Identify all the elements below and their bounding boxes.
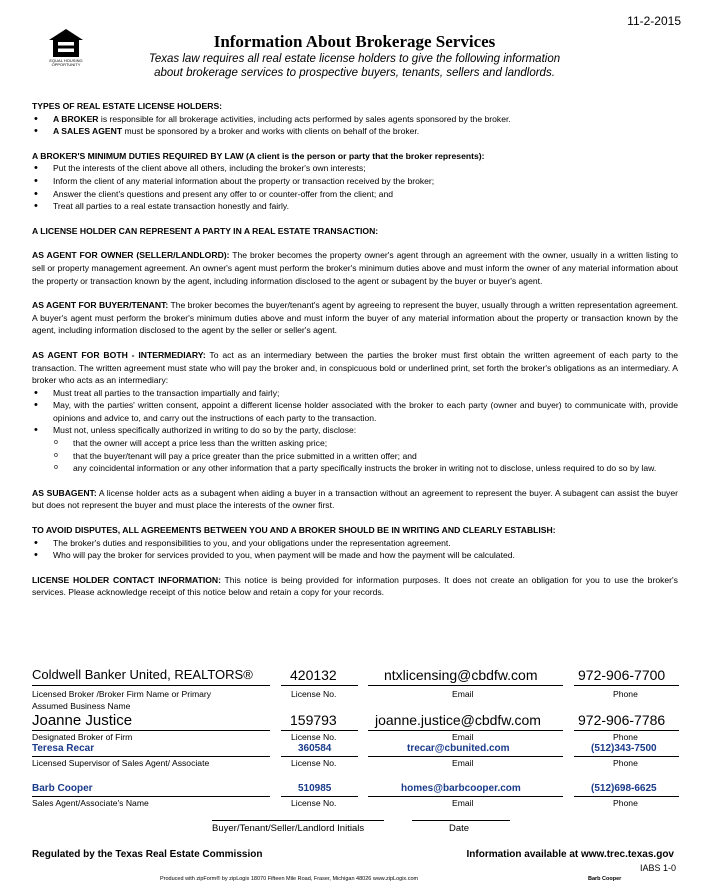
represent-heading: A LICENSE HOLDER CAN REPRESENT A PARTY IN A REAL ESTATE TRANSACTION: — [32, 225, 379, 236]
sales-agent-phone[interactable]: (512)698-6625 — [591, 783, 657, 794]
intermediary-heading: AS AGENT FOR BOTH - INTERMEDIARY: — [32, 349, 206, 360]
list-item: • Must treat all parties to the transaction impartially and fairly; — [32, 387, 678, 400]
subagent-heading: AS SUBAGENT: — [32, 487, 97, 498]
email-label: Email — [452, 758, 474, 768]
sales-agent-license[interactable]: 510985 — [298, 783, 332, 794]
phone-label: Phone — [613, 732, 638, 742]
phone-label: Phone — [613, 798, 638, 808]
document-body — [32, 100, 678, 599]
sales-agent-def: must be sponsored by a broker and works with clients on behalf of the broker. — [122, 126, 420, 137]
email-label: Email — [452, 798, 474, 808]
buyer-heading: AS AGENT FOR BUYER/TENANT: — [32, 300, 169, 311]
supervisor-phone[interactable]: (512)343-7500 — [591, 743, 657, 754]
supervisor-email[interactable]: trecar@cbunited.com — [407, 743, 510, 754]
duties-list — [32, 162, 678, 212]
page-subtitle — [0, 52, 709, 80]
form-id: IABS 1-0 — [639, 863, 676, 873]
designated-broker-label: Designated Broker of Firm — [32, 732, 133, 742]
broker-phone[interactable]: 972-906-7700 — [578, 667, 666, 683]
license-label: License No. — [291, 758, 337, 768]
disputes-heading: TO AVOID DISPUTES, ALL AGREEMENTS BETWEEN YOU AND A BROKER SHOULD BE IN WRITING AND CLEARLY ESTABLISH: — [32, 525, 556, 536]
logo-caption: EQUAL HOUSING OPPORTUNITY — [49, 58, 83, 67]
sales-agent-label: Sales Agent/Associate's Name — [32, 798, 149, 808]
intermediary-list — [32, 387, 678, 437]
contact-heading: LICENSE HOLDER CONTACT INFORMATION: — [32, 574, 221, 585]
buyer-text: The broker becomes the buyer/tenant's agent by agreeing to represent the buyer, usually through a written representation agreement. A buyer's agent must perform the broker's minimum duties above and must inform the buyer of any material information about the property or transaction known by the agent, including information disclosed to the agent by the seller or seller's agent. — [32, 300, 679, 336]
producer-line: Produced with zipForm® by zipLogix 18070 Fifteen Mile Road, Fraser, Michigan 48026 www.zipLogix.com — [160, 876, 419, 882]
duties-heading: A BROKER'S MINIMUM DUTIES REQUIRED BY LAW (A client is the person or party that the broker represents): — [32, 150, 485, 161]
buyer-paragraph — [32, 299, 678, 337]
list-item — [32, 125, 678, 138]
date-label: Date — [449, 823, 470, 834]
sales-agent-name[interactable]: Barb Cooper — [32, 783, 93, 794]
broker-email[interactable]: ntxlicensing@cbdfw.com — [384, 667, 538, 683]
designated-phone[interactable]: 972-906-7786 — [578, 712, 666, 728]
license-label: License No. — [291, 689, 337, 699]
types-list — [32, 113, 678, 138]
broker-term: A BROKER — [53, 113, 99, 124]
list-item: • Who will pay the broker for services provided to you, when payment will be made and how the payment will be calculated. — [32, 549, 678, 562]
info-text: Information available at www.trec.texas.gov — [466, 849, 674, 860]
subtitle-text: Texas law requires all real estate license holders to give the following information about brokerage services to prospective buyers, tenants, sellers and landlords. — [148, 53, 561, 79]
list-item: o any coincidental information or any other information that a party specifically instructs the broker in writing not to disclose, unless required to do so by law. — [32, 462, 678, 475]
date-line[interactable] — [412, 820, 510, 821]
designated-email[interactable]: joanne.justice@cbdfw.com — [375, 712, 541, 728]
supervisor-license[interactable]: 360584 — [298, 743, 332, 754]
supervisor-label: Licensed Supervisor of Sales Agent/ Associate — [32, 758, 210, 768]
file-name: Barb Cooper — [588, 876, 622, 882]
intermediary-paragraph — [32, 349, 678, 387]
contact-text: This notice is being provided for information purposes. It does not create an obligation for you to use the broker's services. Please acknowledge receipt of this notice below and retain a copy for your records. — [32, 574, 678, 598]
supervisor-name[interactable]: Teresa Recar — [32, 743, 95, 754]
license-label: License No. — [291, 798, 337, 808]
broker-firm-label: Licensed Broker /Broker Firm Name or Primary Assumed Business Name — [32, 689, 212, 711]
phone-label: Phone — [613, 758, 638, 768]
contact-paragraph — [32, 574, 678, 599]
list-item: o that the owner will accept a price less than the written asking price; — [32, 437, 678, 450]
page-title: Information About Brokerage Services — [213, 32, 496, 51]
license-label: License No. — [291, 732, 337, 742]
list-item: • Must not, unless specifically authorized in writing to do so by the party, disclose: — [32, 424, 678, 437]
initials-label: Buyer/Tenant/Seller/Landlord Initials — [212, 823, 365, 834]
list-item — [32, 113, 678, 126]
owner-paragraph — [32, 249, 678, 287]
list-item: • Treat all parties to a real estate transaction honestly and fairly. — [32, 200, 678, 213]
sales-agent-email[interactable]: homes@barbcooper.com — [401, 783, 521, 794]
subagent-text: A license holder acts as a subagent when aiding a buyer in a transaction without an agreement to represent the buyer. A subagent can assist the buyer but does not represent the buyer and must place the interests of the owner first. — [32, 487, 678, 511]
disclose-list — [32, 437, 678, 475]
types-heading: TYPES OF REAL ESTATE LICENSE HOLDERS: — [32, 101, 223, 111]
email-label: Email — [452, 689, 474, 699]
list-item: • The broker's duties and responsibilities to you, and your obligations under the representation agreement. — [32, 537, 678, 550]
intermediary-text: To act as an intermediary between the parties the broker must first obtain the written agreement of each party to the transaction. The written agreement must state who will pay the broker and, in conspicuous bold or underlined print, set forth the broker's obligations as an intermediary. A broker who acts as an intermediary: — [32, 349, 678, 386]
owner-text: The broker becomes the property owner's agent through an agreement with the owner, usually in a written listing to sell or property management agreement. An owner's agent must perform the broker's minimum duties above and must inform the owner of any material information about the property or transaction known by the agent, including information disclosed to the agent or subagent by the buyer or buyer's agent. — [32, 250, 679, 286]
initials-line[interactable] — [212, 820, 384, 821]
email-label: Email — [452, 732, 474, 742]
list-item: o that the buyer/tenant will pay a price greater than the price submitted in a written offer; and — [32, 450, 678, 463]
regulated-text: Regulated by the Texas Real Estate Commission — [32, 849, 263, 860]
phone-label: Phone — [613, 689, 638, 699]
list-item: • Inform the client of any material information about the property or transaction received by the broker; — [32, 175, 678, 188]
owner-heading: AS AGENT FOR OWNER (SELLER/LANDLORD): — [32, 250, 230, 261]
list-item: • Answer the client's questions and present any offer to or counter-offer from the client; and — [32, 188, 678, 201]
list-item: • Put the interests of the client above all others, including the broker's own interests; — [32, 162, 678, 175]
designated-broker-name[interactable]: Joanne Justice — [32, 712, 133, 729]
list-item: • May, with the parties' written consent, appoint a different license holder associated with the broker to each party (owner and buyer) to communicate with, provide opinions and advice to, and carry out the instructions of each party to the transaction. — [32, 399, 678, 424]
disputes-list — [32, 537, 678, 562]
designated-license[interactable]: 159793 — [290, 712, 337, 728]
subagent-paragraph — [32, 487, 678, 512]
broker-def: is responsible for all brokerage activities, including acts performed by sales agents sponsored by the broker. — [98, 113, 511, 124]
broker-license[interactable]: 420132 — [290, 667, 337, 683]
form-date: 11-2-2015 — [627, 14, 681, 28]
sales-agent-term: A SALES AGENT — [53, 126, 123, 137]
broker-firm-name[interactable]: Coldwell Banker United, REALTORS® — [32, 667, 253, 682]
